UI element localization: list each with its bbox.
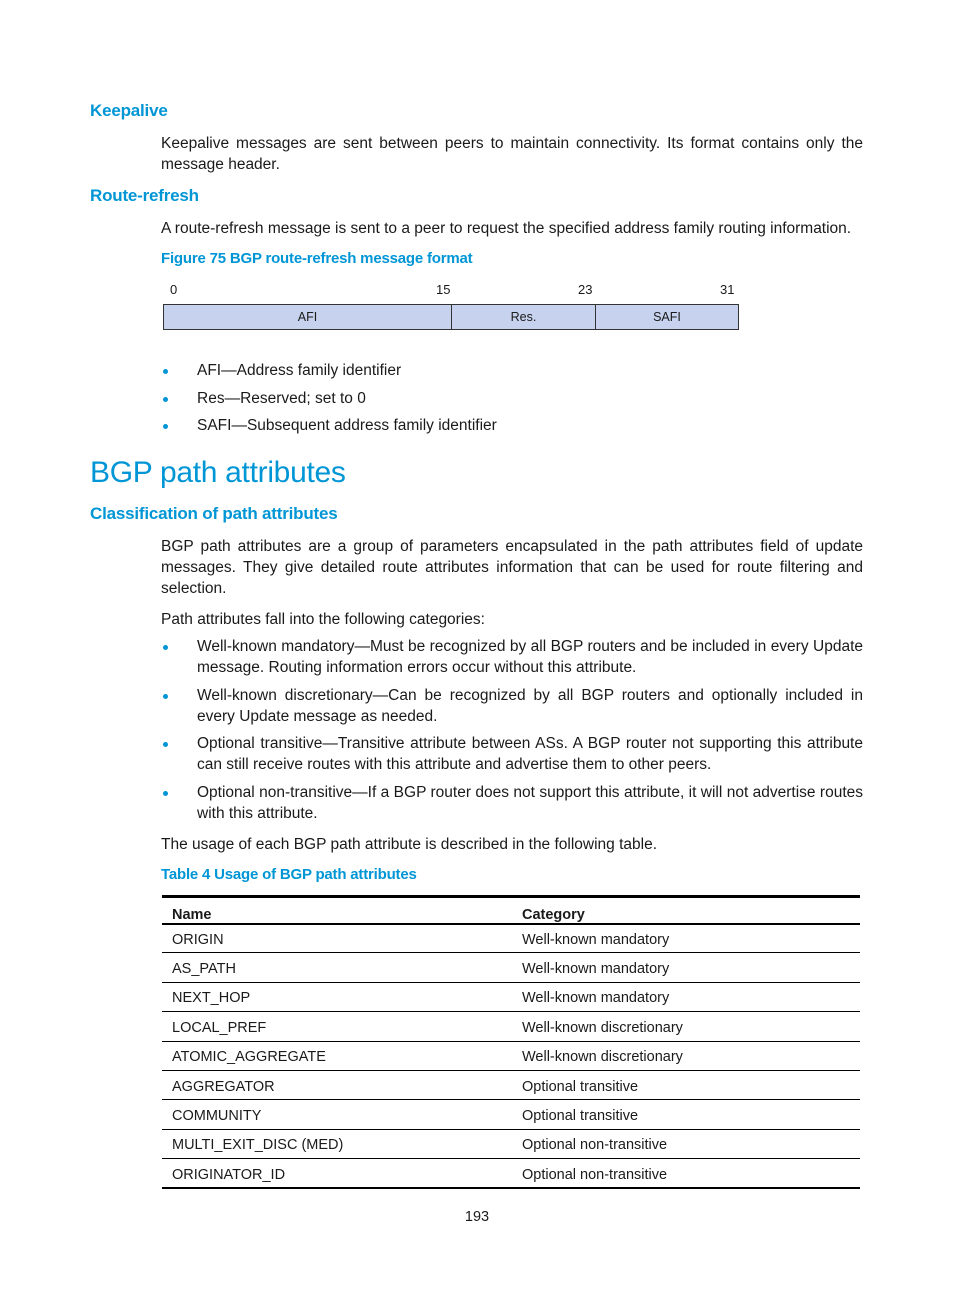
cell-category: Optional transitive xyxy=(512,1100,860,1129)
route-refresh-body: A route-refresh message is sent to a peer to request the specified address family routing information. xyxy=(161,220,852,237)
table-row xyxy=(162,924,860,953)
cell-name: COMMUNITY xyxy=(162,1100,512,1129)
table-row xyxy=(162,1100,860,1129)
bit-ruler xyxy=(0,282,954,300)
table-row xyxy=(162,982,860,1011)
keepalive-body: Keepalive messages are sent between peers to maintain connectivity. Its format contains only the message header. xyxy=(161,135,863,173)
field-afi: AFI xyxy=(163,304,452,330)
attributes-table xyxy=(162,895,860,1189)
cell-name: AS_PATH xyxy=(162,953,512,982)
list-item: Optional transitive—Transitive attribute between ASs. A BGP router not supporting this attribute can still receive routes with this attribute and advertise them to other peers. xyxy=(197,735,863,773)
cell-category: Well-known mandatory xyxy=(512,982,860,1011)
bit-label-15: 15 xyxy=(436,282,451,297)
header-category: Category xyxy=(512,897,860,924)
attributes-table-wrapper xyxy=(162,895,860,1189)
cell-name: ATOMIC_AGGREGATE xyxy=(162,1041,512,1070)
table-header-row xyxy=(162,897,860,924)
cell-category: Well-known mandatory xyxy=(512,953,860,982)
list-item: SAFI—Subsequent address family identifier xyxy=(197,417,497,434)
categories-lead: Path attributes fall into the following categories: xyxy=(161,611,485,628)
field-res: Res. xyxy=(451,304,596,330)
figure-caption: Figure 75 BGP route-refresh message format xyxy=(161,250,473,267)
cell-category: Well-known discretionary xyxy=(512,1041,860,1070)
table-row xyxy=(162,1129,860,1158)
message-format-diagram xyxy=(0,304,954,332)
bit-label-31: 31 xyxy=(720,282,735,297)
list-item: Well-known mandatory—Must be recognized by all BGP routers and be included in every Update message. Routing information errors occur without this attribute. xyxy=(197,638,863,676)
page-number: 193 xyxy=(464,1209,490,1225)
section-title: BGP path attributes xyxy=(90,456,346,489)
keepalive-heading: Keepalive xyxy=(90,101,168,120)
bullet-dot xyxy=(163,791,168,796)
bullet-dot xyxy=(163,369,168,374)
cell-category: Optional non-transitive xyxy=(512,1129,860,1158)
list-item: Optional non-transitive—If a BGP router does not support this attribute, it will not advertise routes with this attribute. xyxy=(197,784,863,822)
bullet-dot xyxy=(163,645,168,650)
cell-name: AGGREGATOR xyxy=(162,1070,512,1099)
route-refresh-heading: Route-refresh xyxy=(90,186,199,205)
table-row xyxy=(162,953,860,982)
list-item: Well-known discretionary—Can be recognized by all BGP routers and optionally included in every Update message as needed. xyxy=(197,687,863,725)
list-item: AFI—Address family identifier xyxy=(197,362,402,379)
bit-label-0: 0 xyxy=(170,282,178,297)
classification-heading: Classification of path attributes xyxy=(90,504,338,523)
bullet-dot xyxy=(163,694,168,699)
cell-name: NEXT_HOP xyxy=(162,982,512,1011)
list-item: Res—Reserved; set to 0 xyxy=(197,390,366,407)
table-row xyxy=(162,1012,860,1041)
table-caption: Table 4 Usage of BGP path attributes xyxy=(161,866,417,883)
cell-name: LOCAL_PREF xyxy=(162,1012,512,1041)
bullet-dot xyxy=(163,742,168,747)
table-row xyxy=(162,1070,860,1099)
cell-name: ORIGIN xyxy=(162,924,512,953)
table-row xyxy=(162,1159,860,1188)
table-lead: The usage of each BGP path attribute is described in the following table. xyxy=(161,836,658,853)
bit-label-23: 23 xyxy=(578,282,593,297)
cell-category: Well-known discretionary xyxy=(512,1012,860,1041)
intro-paragraph: BGP path attributes are a group of parameters encapsulated in the path attributes field of update messages. They give detailed route attributes information that can be used for route filtering and selection. xyxy=(161,538,863,597)
bullet-dot xyxy=(163,397,168,402)
cell-category: Well-known mandatory xyxy=(512,924,860,953)
cell-name: ORIGINATOR_ID xyxy=(162,1159,512,1188)
cell-category: Optional transitive xyxy=(512,1070,860,1099)
field-safi: SAFI xyxy=(595,304,739,330)
header-name: Name xyxy=(162,897,512,924)
bullet-dot xyxy=(163,424,168,429)
cell-category: Optional non-transitive xyxy=(512,1159,860,1188)
cell-name: MULTI_EXIT_DISC (MED) xyxy=(162,1129,512,1158)
table-row xyxy=(162,1041,860,1070)
